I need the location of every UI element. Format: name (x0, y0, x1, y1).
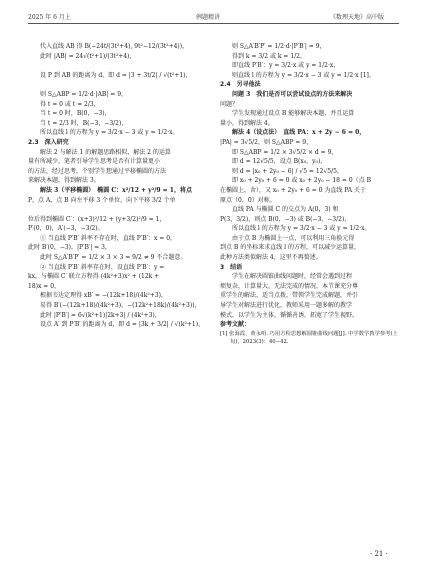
left-column-line (28, 80, 210, 90)
header-section: 例题精讲 (196, 14, 221, 21)
left-column-line: 设点 A′ 到 P′B′ 的距离为 d，即 d = |3k + 3/2| / √(k²+1)， (40, 321, 205, 329)
left-column-line: 解法 2 与解法 1 的解题思路相似，解法 2 的运算 (40, 148, 171, 156)
left-column-line: 18)x = 0， (28, 282, 61, 290)
header-rule (28, 23, 399, 24)
left-column-line: P′(0，0)，A′(−3，−3/2)。 (28, 225, 104, 233)
right-column (220, 42, 402, 346)
left-column-line: 根据韦达定理得 xB′ = −(12k+18)/(4k²+3)， (40, 292, 167, 300)
left-column-line: 位后得到椭圆 C′：(x+3)²/12 + (y+3/2)²/9 = 1， (28, 215, 166, 223)
right-column-line: 直线 PA 与椭圆 C 的交点为 A(0，3) 和 (232, 206, 339, 214)
right-column-line: 学生发现通过设点 B 能够解决本题，并且运算 (232, 110, 355, 118)
right-column-line: 即 S△ABP = 1/2 × 3√5/2 × d = 9， (232, 148, 338, 156)
left-column-line (28, 61, 210, 71)
left-column-line: 所以直线 l 的方程为 y = 3/2·x − 3 或 y = 1/2·x。 (40, 129, 179, 137)
left-column (28, 42, 210, 330)
right-column-line: 即 d = 12√5/5，设点 B(x₀，y₀)， (232, 158, 327, 166)
left-column-line: 则 S△ABP = 1/2·d·|AB| = 9， (40, 90, 128, 98)
left-column-line: 得 t = 0 或 t = 2/3， (40, 100, 100, 108)
right-column-line: 问题 3 我们是否可以尝试设点的方法来解决 (232, 90, 353, 98)
left-column-line: 2.3 深入研究 (28, 138, 69, 146)
left-column-line: 代入直线 AB 得 B(−24t/(3t²+4), 9t²−12/(3t²+4))， (40, 43, 189, 50)
left-column-line (28, 205, 210, 215)
right-column-line: 由于点 B 为椭圆上一点，可以利用三角换元得 (232, 234, 355, 242)
right-column-line: 则直线 l 的方程为 y = 3/2·x − 3 或 y = 1/2·x [1]。 (232, 71, 375, 79)
left-column-line: kx，与椭圆 C′ 联立方程得 (4k²+3)x² + (12k + (28, 273, 160, 281)
right-column-line: 导学生对解法进行优化，教师采用一题多解的教学 (220, 302, 353, 310)
right-column-line: 到点 B 的坐标来求直线 l 的方程，可以减少运算量， (220, 244, 360, 252)
header-issue: 2025 年 6 月上 (28, 14, 71, 21)
left-column-line: P，点 A，点 B 向左平移 3 个单位，向下平移 3/2 个单 (28, 196, 176, 204)
left-column-line: ① 当直线 P′B′ 斜率不存在时，直线 P′B′：x = 0， (40, 234, 177, 242)
right-column-line: 解法 4（设点法） 直线 PA：x + 2y − 6 = 0， (232, 129, 366, 137)
left-column-line: 的方法，经过思考，个别学生想通过平移椭圆的方法 (28, 167, 167, 175)
right-column-line: 则 d = |x₀ + 2y₀ − 6| / √5 = 12√5/5， (232, 167, 343, 175)
right-column-line: 即 x₀ + 2y₀ + 6 = 0 或 x₀ + 2y₀ − 18 = 0（点 B (232, 177, 371, 185)
right-column-line: 则 S△A′B′P′ = 1/2·d·|P′B′| = 9， (232, 43, 326, 50)
right-column-line: 在椭圆上，舍），又 x₀ + 2y₀ + 6 = 0 为直线 PA 关于 (220, 186, 367, 194)
right-column-line: 量小，得到解法 4。 (220, 119, 274, 127)
left-column-line: 此时 B′(0，−3)，|P′B′| = 3， (28, 244, 111, 252)
left-column-line: 量有所减少，笔者引导学生思考是否有计算量更小 (28, 158, 161, 166)
right-column-line: 原点（0，0）对称。 (220, 196, 276, 204)
right-column-line: [1] 张海霞，黄永明. 巧用方程思想解圆锥曲线问题[J]. 中学数学教学参考(上旬)，2023(3)：40−42. (220, 330, 398, 346)
right-column-line: 参考文献： (220, 321, 251, 329)
left-column-line: 来解决本题，得到解法 3。 (28, 177, 100, 185)
left-column-line: 此时 S△A′B′P′ = 1/2 × 3 × 3 = 9/2 ≠ 9 不合题意。 (40, 254, 187, 262)
right-column-line: P(3，3/2)，则点 B(0，−3) 或 B(−3，−3/2)， (220, 215, 351, 223)
left-column-line: 解法 3（平移椭圆） 椭圆 C：x²/12 + y²/9 = 1，将点 (40, 186, 192, 194)
right-column-line: 3 结语 (220, 263, 243, 271)
right-column-line: 得到 k = 3/2 或 k = 1/2， (232, 52, 306, 60)
right-column-line: 重学生的解法，适当点拨，带领学生完成解题，并引 (220, 292, 359, 300)
right-column-line: 此种方法类似解法 4，这里不再赘述。 (220, 254, 322, 262)
right-column-line: 即直线 P′B′：y = 3/2·x 或 y = 1/2·x， (232, 62, 340, 70)
left-column-line: 易得 B′(−(12k+18)/(4k²+3)，−(12k²+18k)/(4k²+3))， (40, 302, 201, 310)
right-column-line: 学生在解决圆锥曲线问题时，经常会遇到过程 (232, 273, 353, 281)
header-journal: 《数理天地》高中版 (330, 14, 385, 21)
right-column-line: 所以直线 l 的方程为 y = 3/2·x − 3 或 y = 1/2·x。 (232, 225, 371, 233)
left-column-line: 当 t = 0 时，B(0，−3)， (40, 110, 111, 118)
left-column-line: ② 当直线 P′B′ 斜率存在时，设直线 P′B′：y = (40, 263, 165, 271)
left-column-line: 设 P 到 AB 的距离为 d，即 d = |3 + 3t/2| / √(t²+1)， (40, 71, 192, 79)
right-column-line: |PA| = 3√5/2，则 S△ABP = 9， (220, 138, 313, 146)
right-column-line: 烦复杂，计算量大，无法完成的情况。本节课充分尊 (220, 282, 359, 290)
right-column-line: 问题？ (220, 100, 239, 108)
left-column-line: 当 t = 2/3 时，B(−3，−3/2)， (40, 119, 128, 127)
right-column-line: 2.4 另寻他法 (220, 81, 261, 89)
left-column-line: 此时 |AB| = 24√(t²+1)/(3t²+4)， (40, 52, 136, 60)
right-column-line: 模式，以学生为主体，循循善诱，拓宽了学生视野。 (220, 311, 359, 319)
left-column-line: 此时 |P′B′| = 6√(k²+1)|2k+3| / (4k²+3)， (40, 311, 161, 319)
page-number: · 21 · (370, 550, 388, 558)
